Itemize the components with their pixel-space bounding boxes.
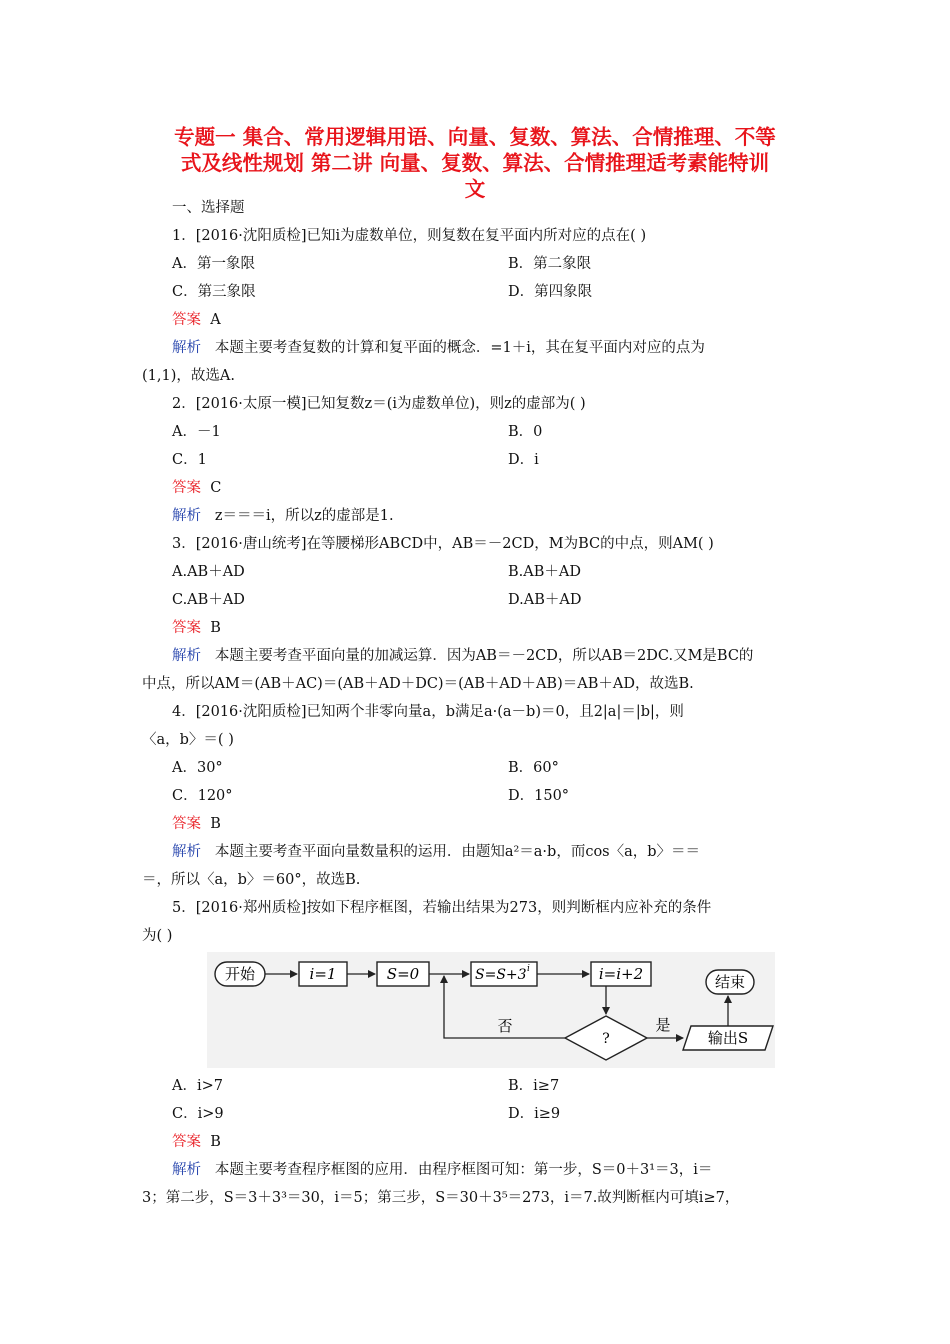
answer-label: 答案: [172, 1134, 201, 1150]
q5-analysis-line-2: 3；第二步，S＝3＋3³＝30，i＝5；第三步，S＝30＋3⁵＝273，i＝7.故判断框内可填i≥7，: [142, 1190, 740, 1206]
q4-analysis-line-2: ＝，所以〈a，b〉＝60°，故选B.: [142, 872, 361, 888]
q1-option-d: D．第四象限: [508, 284, 593, 300]
q4-answer: [172, 814, 838, 834]
update-s-exponent: i: [527, 964, 530, 974]
analysis-label: 解析: [172, 508, 201, 524]
q1-option-b: B．第二象限: [508, 256, 592, 272]
q2-answer-value: C: [210, 480, 222, 496]
answer-label: 答案: [172, 620, 201, 636]
answer-label: 答案: [172, 816, 201, 832]
q1-analysis-text-1: 本题主要考查复数的计算和复平面的概念．=1＋i，其在复平面内对应的点为: [214, 340, 705, 356]
analysis-label: 解析: [172, 1162, 201, 1178]
program-flowchart: [207, 952, 775, 1068]
q5-answer: [172, 1132, 838, 1152]
q1-answer: [172, 310, 838, 330]
document-title: [130, 124, 820, 202]
q5-option-a: A．i>7: [172, 1078, 223, 1094]
q3-answer: [172, 618, 838, 638]
q1-option-c: C．第三象限: [172, 284, 256, 300]
q1-option-a: A．第一象限: [172, 256, 255, 272]
q5-option-d: D．i≥9: [508, 1106, 561, 1122]
q3-answer-value: B: [210, 620, 221, 636]
q3-analysis-line-1: [172, 646, 808, 666]
yes-label: 是: [655, 1016, 671, 1034]
title-line-2: 式及线性规划 第二讲 向量、复数、算法、合情推理适考素能特训: [180, 151, 770, 175]
q2-stem: 2．[2016·太原一模]已知复数z＝(i为虚数单位)，则z的虚部为( ): [172, 396, 586, 412]
q5-option-b: B．i≥7: [508, 1078, 560, 1094]
q4-answer-value: B: [210, 816, 221, 832]
title-line-1: 专题一 集合、常用逻辑用语、向量、复数、算法、合情推理、不等: [174, 125, 776, 149]
q3-option-d: D.AB＋AD: [508, 592, 582, 608]
q4-option-d: D．150°: [508, 788, 570, 804]
q2-option-a: A．－1: [172, 424, 221, 440]
q3-option-c: C.AB＋AD: [172, 592, 245, 608]
title-line-3: 文: [464, 177, 486, 201]
analysis-label: 解析: [172, 648, 201, 664]
answer-label: 答案: [172, 312, 201, 328]
decision-label: ?: [602, 1031, 610, 1047]
q4-analysis-line-1: [172, 842, 808, 862]
q4-option-a: A．30°: [172, 760, 223, 776]
q3-analysis-text-1: 本题主要考查平面向量的加减运算．因为AB＝－2CD，所以AB＝2DC.又M是BC的: [214, 648, 754, 664]
init-i-label: i=1: [309, 965, 337, 983]
q1-analysis-line-2: (1,1)，故选A.: [142, 368, 235, 384]
q3-analysis-line-2: 中点，所以AM＝(AB＋AC)＝(AB＋AD＋DC)＝(AB＋AD＋AB)＝AB＋AD，故选B.: [142, 676, 694, 692]
q1-analysis-line-1: [172, 338, 808, 358]
q2-analysis-line-1: [172, 506, 838, 526]
q3-stem: 3．[2016·唐山统考]在等腰梯形ABCD中，AB＝－2CD，M为BC的中点，则AM( ): [172, 536, 714, 552]
update-s-label: S=S+3: [475, 967, 527, 983]
q4-analysis-text-1: 本题主要考查平面向量数量积的运用．由题知a²＝a·b，而cos〈a，b〉＝＝: [214, 844, 701, 860]
q2-option-d: D．i: [508, 452, 539, 468]
q5-analysis-text-1: 本题主要考查程序框图的应用．由程序框图可知：第一步，S＝0＋3¹＝3，i＝: [214, 1162, 713, 1178]
answer-label: 答案: [172, 480, 201, 496]
no-label: 否: [497, 1017, 513, 1035]
q4-option-b: B．60°: [508, 760, 559, 776]
q4-stem-line-2: 〈a，b〉＝( ): [142, 732, 234, 748]
q2-answer: [172, 478, 838, 498]
end-label: 结束: [714, 973, 746, 991]
q2-analysis-text-1: z＝＝＝i，所以z的虚部是1.: [214, 508, 394, 524]
q5-answer-value: B: [210, 1134, 221, 1150]
q5-option-c: C．i>9: [172, 1106, 224, 1122]
q2-option-c: C．1: [172, 452, 207, 468]
q5-stem-line-2: 为( ): [142, 928, 173, 944]
q4-option-c: C．120°: [172, 788, 233, 804]
init-s-label: S=0: [386, 965, 420, 983]
q1-answer-value: A: [210, 312, 221, 328]
q1-stem: 1．[2016·沈阳质检]已知i为虚数单位，则复数在复平面内所对应的点在( ): [172, 228, 647, 244]
analysis-label: 解析: [172, 844, 201, 860]
q3-option-a: A.AB＋AD: [172, 564, 245, 580]
update-i-label: i=i+2: [598, 965, 644, 983]
q4-stem-line-1: 4．[2016·沈阳质检]已知两个非零向量a，b满足a·(a－b)＝0，且2|a|＝|b|，则: [172, 704, 684, 720]
q2-option-b: B．0: [508, 424, 543, 440]
q3-option-b: B.AB＋AD: [508, 564, 581, 580]
section-heading: 一、选择题: [172, 200, 245, 216]
output-label: 输出S: [707, 1029, 749, 1047]
q5-stem-line-1: 5．[2016·郑州质检]按如下程序框图，若输出结果为273，则判断框内应补充的条件: [172, 900, 712, 916]
start-label: 开始: [224, 965, 256, 983]
analysis-label: 解析: [172, 340, 201, 356]
q5-analysis-line-1: [172, 1160, 808, 1180]
